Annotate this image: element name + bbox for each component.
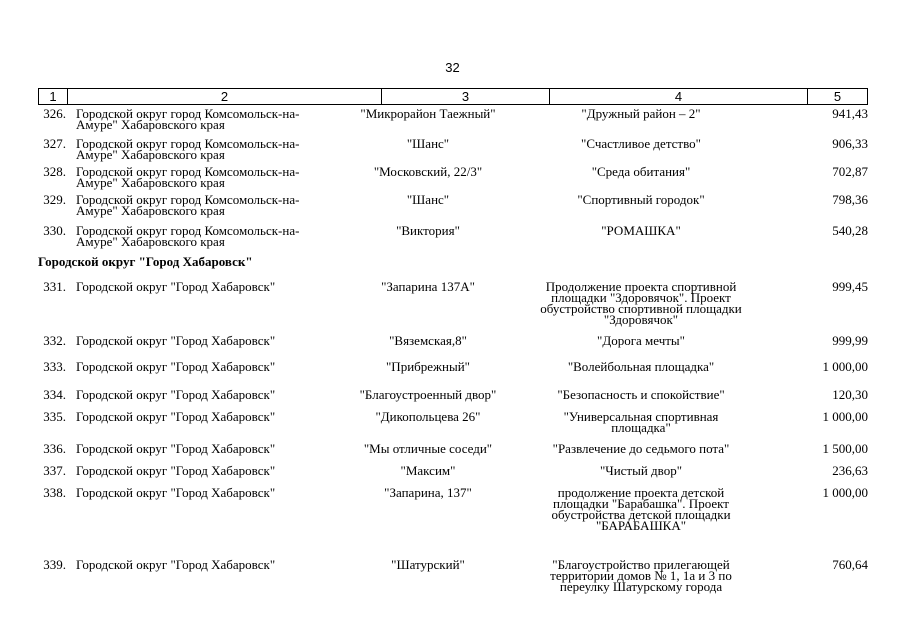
- row-number-line: 339.: [43, 557, 66, 572]
- name-cell-line: "Благоустроенный двор": [359, 387, 497, 402]
- name-cell: [343, 361, 513, 372]
- header-col-5: 5: [833, 89, 842, 104]
- row-number-line: 336.: [43, 441, 66, 456]
- district-cell-line: Городской округ "Город Хабаровск": [76, 485, 276, 500]
- name-cell: [343, 411, 513, 422]
- name-cell-line: "Запарина 137А": [381, 279, 475, 294]
- header-col-3: 3: [382, 89, 550, 104]
- project-cell: [512, 281, 770, 325]
- project-cell-line: "Дорога мечты": [597, 333, 685, 348]
- amount-cell-line: 120,30: [832, 387, 868, 402]
- amount-cell-line: 906,33: [832, 136, 868, 151]
- district-cell-line: Городской округ "Город Хабаровск": [76, 279, 276, 294]
- district-cell-line: Амуре" Хабаровского края: [76, 203, 225, 218]
- name-cell: [343, 389, 513, 400]
- section-title: Городской округ "Город Хабаровск": [38, 254, 253, 269]
- name-cell-line: "Шанс": [406, 136, 450, 151]
- district-cell-line: Амуре" Хабаровского края: [76, 234, 225, 249]
- project-cell: [512, 166, 770, 177]
- project-cell: [512, 361, 770, 372]
- amount-cell-line: 999,45: [832, 279, 868, 294]
- header-col-2: 2: [68, 89, 382, 104]
- district-cell: [76, 281, 346, 292]
- row-number: [38, 443, 66, 454]
- row-number: [38, 389, 66, 400]
- amount-cell-line: 702,87: [832, 164, 868, 179]
- district-cell: [76, 194, 346, 216]
- row-number: [38, 487, 66, 498]
- district-cell: [76, 443, 346, 454]
- district-cell-line: Городской округ город Комсомольск-на-: [76, 106, 300, 121]
- row-number-line: 331.: [43, 279, 66, 294]
- amount-cell: [770, 335, 868, 346]
- row-number: [38, 166, 66, 177]
- amount-cell: [770, 281, 868, 292]
- row-number-line: 333.: [43, 359, 66, 374]
- project-cell: [512, 194, 770, 205]
- amount-cell: [770, 443, 868, 454]
- row-number: [38, 194, 66, 205]
- district-cell-line: Городской округ "Город Хабаровск": [76, 409, 276, 424]
- project-cell: [512, 465, 770, 476]
- project-cell-line: "БАРАБАШКА": [595, 518, 687, 533]
- amount-cell-line: 236,63: [832, 463, 868, 478]
- district-cell: [76, 559, 346, 570]
- amount-cell: [770, 411, 868, 422]
- project-cell: [512, 389, 770, 400]
- project-cell-line: продолжение проекта детской: [557, 485, 725, 500]
- name-cell: [343, 465, 513, 476]
- amount-cell: [770, 194, 868, 205]
- amount-cell-line: 540,28: [832, 223, 868, 238]
- project-cell-line: обустройства детской площадки: [551, 507, 731, 522]
- project-cell: [512, 225, 770, 236]
- amount-cell: [770, 559, 868, 570]
- amount-cell: [770, 389, 868, 400]
- row-number-line: 327.: [43, 136, 66, 151]
- name-cell-line: "Вяземская,8": [389, 333, 467, 348]
- project-cell: [512, 138, 770, 149]
- district-cell-line: Городской округ "Город Хабаровск": [76, 441, 276, 456]
- district-cell-line: Городской округ "Город Хабаровск": [76, 463, 276, 478]
- project-cell-line: "Спортивный городок": [577, 192, 705, 207]
- project-cell-line: "Развлечение до седьмого пота": [552, 441, 730, 456]
- name-cell: [343, 194, 513, 205]
- name-cell-line: "Дикопольцева 26": [375, 409, 481, 424]
- row-number-line: 332.: [43, 333, 66, 348]
- district-cell-line: Городской округ город Комсомольск-на-: [76, 136, 300, 151]
- project-cell-line: площадки "Барабашка". Проект: [553, 496, 729, 511]
- district-cell: [76, 411, 346, 422]
- amount-cell-line: 941,43: [832, 106, 868, 121]
- page-number: 32: [445, 60, 460, 75]
- district-cell-line: Амуре" Хабаровского края: [76, 117, 225, 132]
- project-cell: [512, 335, 770, 346]
- district-cell-line: Городской округ город Комсомольск-на-: [76, 223, 300, 238]
- row-number: [38, 411, 66, 422]
- row-number-line: 329.: [43, 192, 66, 207]
- district-cell: [76, 487, 346, 498]
- name-cell: [343, 225, 513, 236]
- project-cell-line: обустройство спортивной площадки: [540, 301, 742, 316]
- name-cell-line: "Мы отличные соседи": [363, 441, 493, 456]
- district-cell: [76, 389, 346, 400]
- project-cell-line: "Здоровячок": [603, 312, 679, 327]
- name-cell: [343, 108, 513, 119]
- row-number: [38, 335, 66, 346]
- district-cell: [76, 465, 346, 476]
- amount-cell: [770, 138, 868, 149]
- project-cell-line: "Благоустройство прилегающей: [552, 557, 730, 572]
- amount-cell: [770, 487, 868, 498]
- district-cell: [76, 225, 346, 247]
- district-cell-line: Городской округ "Город Хабаровск": [76, 359, 276, 374]
- header-col-1: 1: [39, 89, 68, 104]
- project-cell-line: "Волейбольная площадка": [567, 359, 715, 374]
- amount-cell: [770, 166, 868, 177]
- name-cell: [343, 138, 513, 149]
- row-number: [38, 281, 66, 292]
- name-cell-line: "Виктория": [396, 223, 460, 238]
- district-cell-line: Амуре" Хабаровского края: [76, 147, 225, 162]
- name-cell: [343, 559, 513, 570]
- project-cell: [512, 559, 770, 592]
- project-cell-line: Продолжение проекта спортивной: [545, 279, 737, 294]
- row-number-line: 334.: [43, 387, 66, 402]
- project-cell: [512, 108, 770, 119]
- amount-cell-line: 999,99: [832, 333, 868, 348]
- row-number: [38, 465, 66, 476]
- project-cell-line: переулку Шатурскому города: [559, 579, 723, 594]
- amount-cell: [770, 465, 868, 476]
- row-number: [38, 108, 66, 119]
- amount-cell: [770, 108, 868, 119]
- row-number-line: 326.: [43, 106, 66, 121]
- name-cell-line: "Московский, 22/3": [373, 164, 483, 179]
- name-cell-line: "Микрорайон Таежный": [360, 106, 496, 121]
- row-number: [38, 559, 66, 570]
- project-cell-line: "РОМАШКА": [601, 223, 681, 238]
- name-cell-line: "Шанс": [406, 192, 450, 207]
- district-cell-line: Амуре" Хабаровского края: [76, 175, 225, 190]
- row-number-line: 330.: [43, 223, 66, 238]
- project-cell: [512, 487, 770, 531]
- project-cell-line: территории домов № 1, 1а и 3 по: [550, 568, 732, 583]
- name-cell: [343, 281, 513, 292]
- amount-cell-line: 1 500,00: [822, 441, 868, 456]
- amount-cell-line: 1 000,00: [822, 409, 868, 424]
- amount-cell: [770, 361, 868, 372]
- project-cell-line: "Универсальная спортивная: [563, 409, 719, 424]
- project-cell-line: площадки "Здоровячок". Проект: [551, 290, 731, 305]
- district-cell: [76, 166, 346, 188]
- row-number-line: 328.: [43, 164, 66, 179]
- row-number: [38, 225, 66, 236]
- header-col-4: 4: [550, 89, 808, 104]
- amount-cell-line: 1 000,00: [822, 485, 868, 500]
- project-cell-line: "Среда обитания": [591, 164, 691, 179]
- project-cell-line: "Безопасность и спокойствие": [557, 387, 725, 402]
- district-cell-line: Городской округ город Комсомольск-на-: [76, 192, 300, 207]
- district-cell: [76, 108, 346, 130]
- row-number-line: 338.: [43, 485, 66, 500]
- project-cell: [512, 443, 770, 454]
- project-cell-line: площадка": [611, 420, 671, 435]
- project-cell-line: "Счастливое детство": [581, 136, 701, 151]
- row-number-line: 335.: [43, 409, 66, 424]
- row-number: [38, 361, 66, 372]
- name-cell-line: "Шатурский": [391, 557, 465, 572]
- name-cell: [343, 166, 513, 177]
- row-number-line: 337.: [43, 463, 66, 478]
- name-cell: [343, 443, 513, 454]
- district-cell: [76, 361, 346, 372]
- name-cell-line: "Максим": [400, 463, 456, 478]
- name-cell-line: "Запарина, 137": [384, 485, 472, 500]
- district-cell-line: Городской округ город Комсомольск-на-: [76, 164, 300, 179]
- name-cell-line: "Прибрежный": [386, 359, 470, 374]
- district-cell-line: Городской округ "Город Хабаровск": [76, 387, 276, 402]
- amount-cell-line: 798,36: [832, 192, 868, 207]
- district-cell: [76, 335, 346, 346]
- row-number: [38, 138, 66, 149]
- name-cell: [343, 335, 513, 346]
- district-cell-line: Городской округ "Город Хабаровск": [76, 557, 276, 572]
- district-cell-line: Городской округ "Город Хабаровск": [76, 333, 276, 348]
- amount-cell-line: 1 000,00: [822, 359, 868, 374]
- district-cell: [76, 138, 346, 160]
- project-cell: [512, 411, 770, 433]
- project-cell-line: "Чистый двор": [599, 463, 683, 478]
- project-cell-line: "Дружный район – 2": [581, 106, 701, 121]
- amount-cell-line: 760,64: [832, 557, 868, 572]
- amount-cell: [770, 225, 868, 236]
- table-header: [38, 88, 868, 105]
- name-cell: [343, 487, 513, 498]
